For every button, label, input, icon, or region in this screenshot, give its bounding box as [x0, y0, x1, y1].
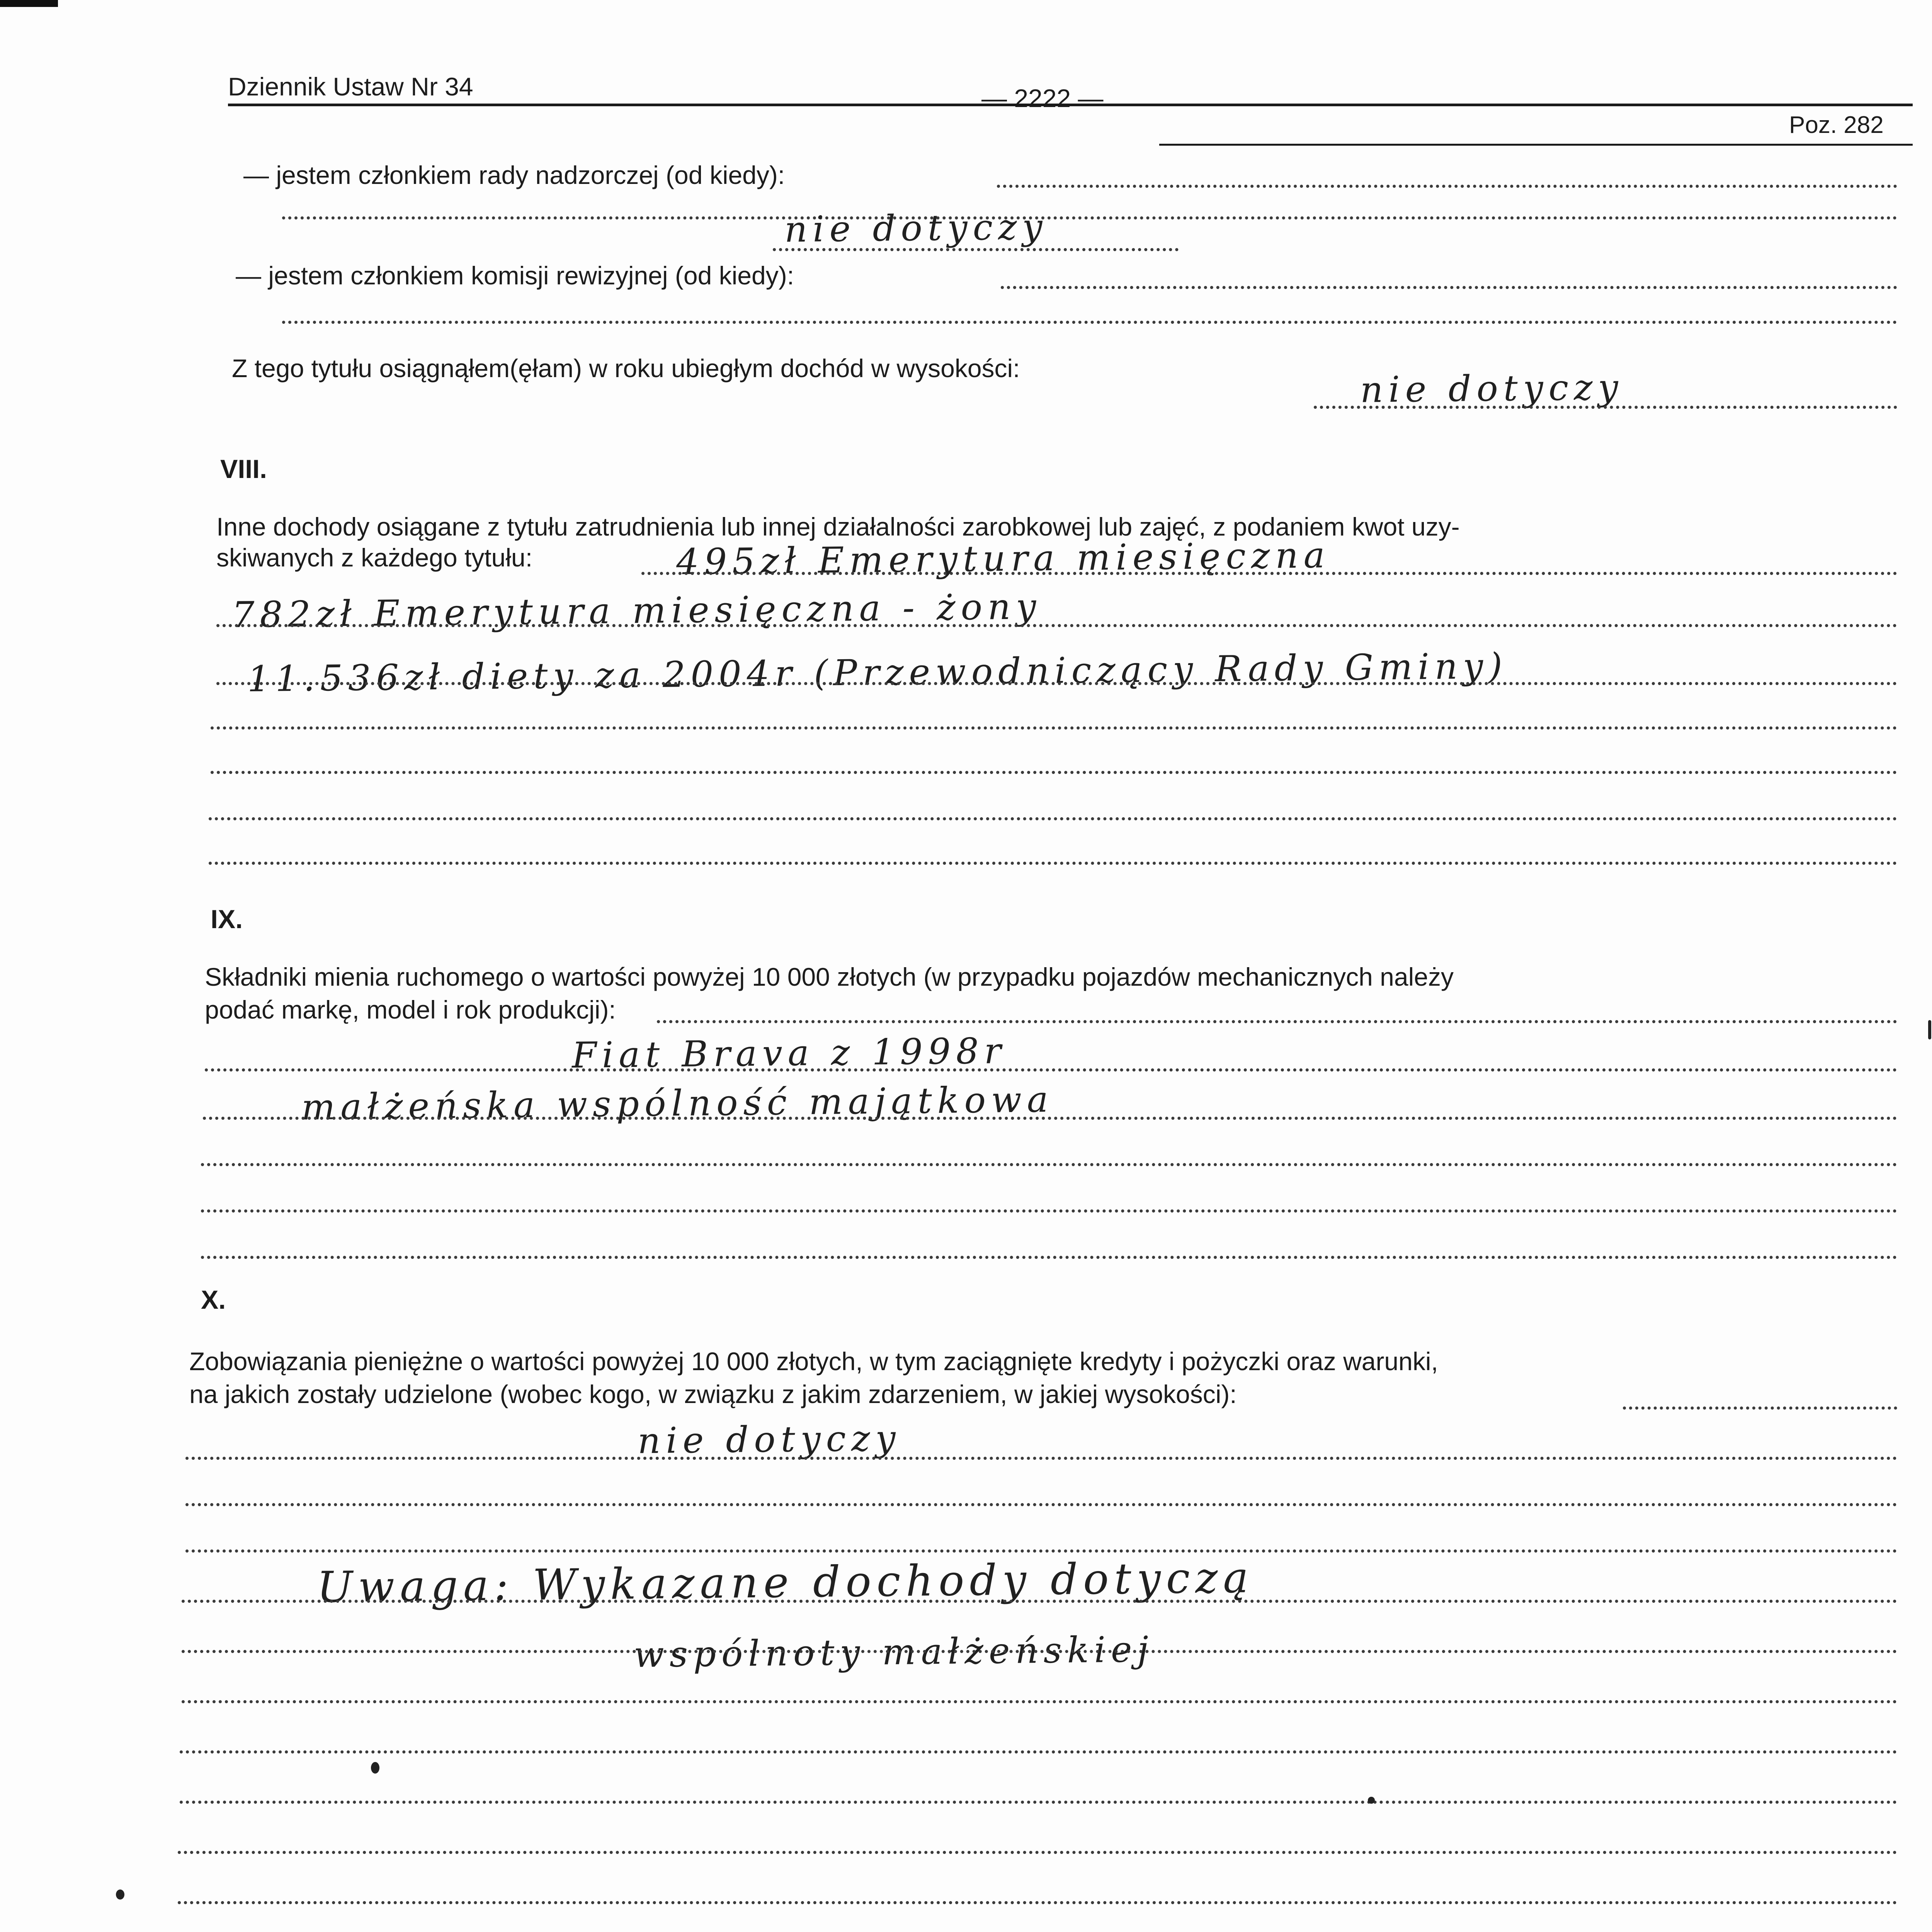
- section-viii-heading: VIII.: [220, 454, 267, 484]
- section-x-line-10: [178, 1901, 1897, 1904]
- section-viii-answer-1: 495zł Emerytura miesięczna: [676, 534, 1331, 583]
- section-viii-line-7: [209, 862, 1897, 865]
- section-viii-answer-2: 782zł Emerytura miesięczna - żony: [231, 586, 1042, 636]
- section-ix-answer-1: Fiat Brava z 1998r: [571, 1030, 1007, 1076]
- income-answer: nie dotyczy: [1360, 366, 1624, 411]
- section-ix-line-6: [201, 1256, 1897, 1259]
- supervisory-board-line-2: [282, 216, 1897, 219]
- section-ix-line-3: [203, 1117, 1897, 1120]
- scan-speck: [1368, 1797, 1375, 1804]
- header-rule-right: [1159, 144, 1913, 146]
- section-x-text-2: na jakich zostały udzielone (wobec kogo, w związku z jakim zdarzeniem, w jakiej wysokości):: [189, 1380, 1237, 1408]
- section-viii-line-3: [216, 682, 1897, 685]
- journal-title: Dziennik Ustaw Nr 34: [228, 72, 473, 101]
- audit-committee-line-2: [282, 321, 1897, 324]
- audit-committee-line: [1001, 286, 1897, 289]
- income-label: Z tego tytułu osiągnąłem(ęłam) w roku ubiegłym dochód w wysokości:: [232, 354, 1020, 383]
- section-x-line-5: [182, 1650, 1897, 1653]
- section-ix-text-1: Składniki mienia ruchomego o wartości powyżej 10 000 złotych (w przypadku pojazdów mechanicznych należy: [205, 963, 1454, 991]
- section-viii-line-2: [216, 624, 1897, 627]
- section-ix-line-5: [201, 1209, 1897, 1213]
- section-x-line-2: [185, 1503, 1897, 1506]
- section-ix-line-4: [201, 1163, 1897, 1166]
- section-x-line-8: [180, 1801, 1897, 1804]
- section-ix-line-1: [657, 1020, 1897, 1023]
- audit-committee-label: — jestem członkiem komisji rewizyjnej (od kiedy):: [236, 261, 794, 290]
- supervisory-board-label: — jestem członkiem rady nadzorczej (od kiedy):: [243, 161, 785, 189]
- position-number: Poz. 282: [1789, 112, 1884, 138]
- header-rule: [228, 104, 1913, 106]
- scan-speck: [116, 1889, 124, 1900]
- section-viii-line-5: [211, 771, 1897, 774]
- section-x-line-0: [1623, 1406, 1897, 1410]
- supervisory-board-answer: nie dotyczy: [784, 206, 1048, 250]
- note-line-1: Uwaga: Wykazane dochody dotyczą: [316, 1553, 1254, 1612]
- page-number: — 2222 —: [981, 84, 1104, 112]
- section-ix-line-2: [205, 1068, 1897, 1071]
- section-x-line-6: [182, 1700, 1897, 1703]
- note-line-2: wspólnoty małżeńskiej: [633, 1628, 1154, 1676]
- section-x-line-9: [178, 1851, 1897, 1854]
- section-x-answer-1: nie dotyczy: [637, 1417, 901, 1462]
- scan-speck: [1928, 1020, 1931, 1039]
- section-ix-heading: IX.: [211, 905, 243, 934]
- supervisory-board-answer-line: [773, 248, 1179, 251]
- supervisory-board-line: [997, 185, 1897, 188]
- section-x-line-3: [185, 1549, 1897, 1553]
- section-x-line-7: [180, 1750, 1897, 1753]
- section-x-heading: X.: [201, 1285, 226, 1315]
- section-x-line-1: [185, 1457, 1897, 1460]
- section-viii-line-1: [641, 572, 1897, 575]
- section-ix-answer-2: małżeńska wspólność majątkowa: [301, 1078, 1054, 1128]
- section-viii-line-6: [209, 817, 1897, 820]
- income-line: [1314, 406, 1897, 409]
- section-x-line-4: [182, 1600, 1897, 1603]
- section-viii-text-1: Inne dochody osiągane z tytułu zatrudnienia lub innej działalności zarobkowej lub zajęć, z podaniem kwot uzy-: [216, 512, 1460, 541]
- section-viii-line-4: [211, 726, 1897, 730]
- section-x-text-1: Zobowiązania pieniężne o wartości powyżej 10 000 złotych, w tym zaciągnięte kredyty i pożyczki oraz warunki,: [189, 1347, 1438, 1376]
- section-viii-text-2: skiwanych z każdego tytułu:: [216, 543, 533, 572]
- section-viii-answer-3: 11.536zł diety za 2004r (Przewodniczący Rady Gminy): [247, 645, 1508, 700]
- section-ix-text-2: podać markę, model i rok produkcji):: [205, 995, 616, 1024]
- scan-corner-mark: [0, 0, 58, 7]
- scan-speck: [371, 1762, 379, 1774]
